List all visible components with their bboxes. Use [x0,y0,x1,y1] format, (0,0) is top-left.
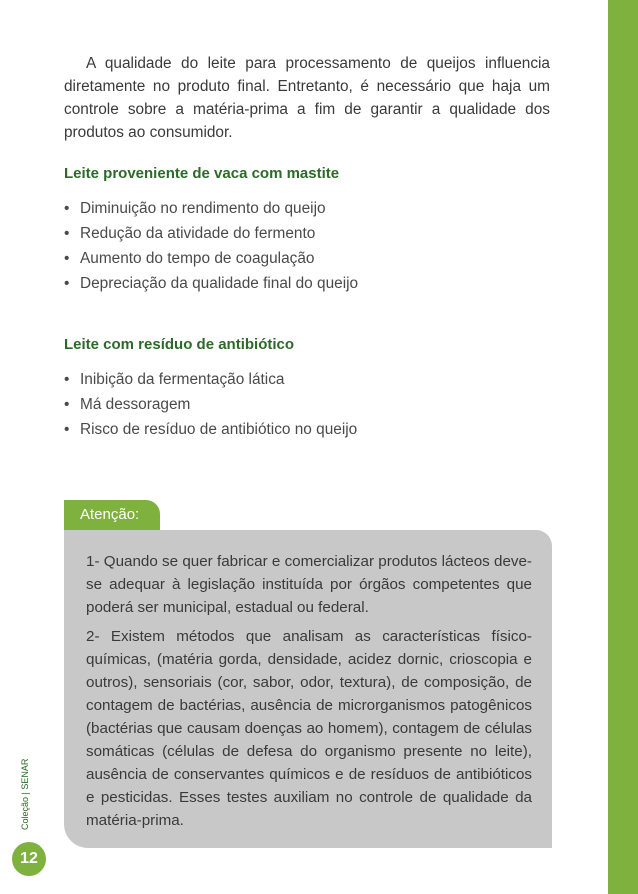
list-item: • Aumento do tempo de coagulação [64,246,358,271]
intro-paragraph: A qualidade do leite para processamento de queijos influencia diretamente no produto final. Entretanto, é necessário que haja um controle sobre a matéria-prima a fim de garantir a qualidade dos produtos ao consumidor. [64,55,550,141]
list-item: • Depreciação da qualidade final do queijo [64,271,358,296]
list-item: • Má dessoragem [64,392,357,417]
mastite-list [64,196,358,296]
right-edge-bar [608,0,638,894]
section-heading-mastite: Leite proveniente de vaca com mastite [64,165,340,182]
page-number: 12 [12,842,46,876]
list-item: • Inibição da fermentação lática [64,367,357,392]
attention-paragraph-1: 1- Quando se quer fabricar e comercializar produtos lácteos deve-se adequar à legislação instituída por órgãos competentes que poderá ser municipal, estadual ou federal. [86,553,532,616]
attention-paragraph-2: 2- Existem métodos que analisam as características físico-químicas, (matéria gorda, densidade, acidez dornic, crioscopia e outros), sensoriais (cor, sabor, odor, textura), de composição, de contagem de bactérias, ausência de microrganismos patogênicos (bactérias que causam doenças ao homem), contagem de células somáticas (células de defesa do organismo presente no leite), ausência de conservantes químicos e de resíduos de antibióticos e pesticidas. Esses testes auxiliam no controle de qualidade da matéria-prima. [86,628,532,829]
attention-label: Atenção: [64,500,160,530]
antibiotico-list [64,367,357,442]
list-item: • Redução da atividade do fermento [64,221,358,246]
collection-label: Coleção | SENAR [20,758,30,830]
attention-text [86,550,532,838]
section-heading-antibiotico: Leite com resíduo de antibiótico [64,336,295,353]
list-item: • Diminuição no rendimento do queijo [64,196,358,221]
list-item: • Risco de resíduo de antibiótico no queijo [64,417,357,442]
